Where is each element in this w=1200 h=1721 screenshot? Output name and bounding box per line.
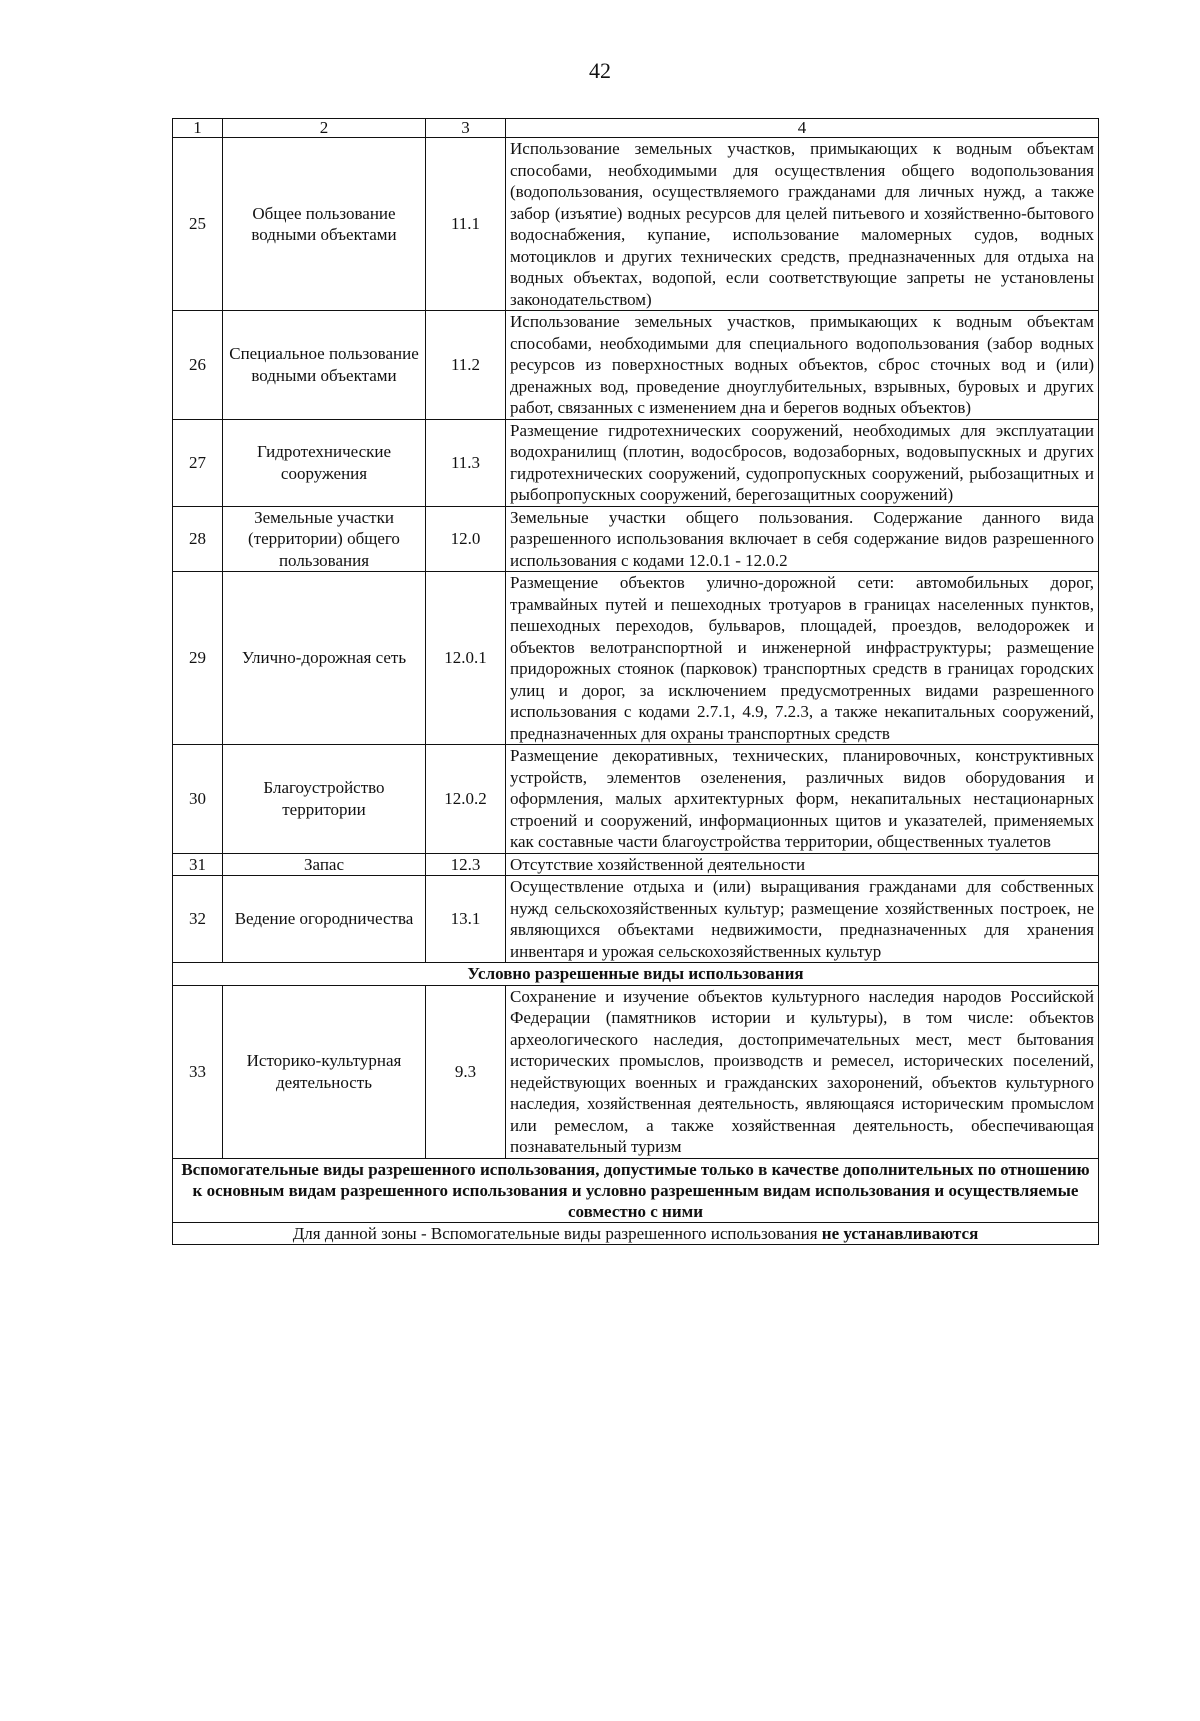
table-row (173, 985, 1099, 1158)
use-name: Общее пользование водными объектами (223, 138, 426, 311)
land-use-table (172, 118, 1099, 1245)
table-row (173, 419, 1099, 506)
note-row (173, 1222, 1099, 1245)
use-name: Улично-дорожная сеть (223, 572, 426, 745)
use-name: Историко-культурная деятельность (223, 985, 426, 1158)
use-code: 11.3 (426, 419, 506, 506)
header-cell: 2 (223, 119, 426, 138)
use-code: 13.1 (426, 876, 506, 963)
page-number: 42 (589, 58, 611, 83)
use-name: Специальное пользование водными объектами (223, 311, 426, 420)
use-code: 12.0.2 (426, 745, 506, 854)
use-description: Использование земельных участков, примыкающих к водным объектам способами, необходимыми для осуществления общего водопользования (водопользования, осуществляемого гражданами для личных нужд, а также забор (изъятие) водных ресурсов для целей питьевого и хозяйственно-бытового водоснабжения, купание, использование маломерных судов, водных мотоциклов и других технических средств, предназначенных для отдыха на водных объектах, водопой, если соответствующие запреты не установлены законодательством) (506, 138, 1099, 311)
use-name: Запас (223, 853, 426, 876)
use-description: Сохранение и изучение объектов культурного наследия народов Российской Федерации (памятников истории и культуры), в том числе: объектов археологического наследия, достопримечательных мест, мест бытования исторических промыслов, производств и ремесел, исторических поселений, недействующих военных и гражданских захоронений, объектов культурного наследия, хозяйственная деятельность, являющаяся историческим промыслом или ремеслом, а также хозяйственная деятельность, обеспечивающая познавательный туризм (506, 985, 1099, 1158)
row-number: 26 (173, 311, 223, 420)
use-description: Размещение гидротехнических сооружений, необходимых для эксплуатации водохранилищ (плотин, водосбросов, водозаборных, водовыпускных и других гидротехнических сооружений, судопропускных сооружений, рыбозащитных и рыбопропускных сооружений, берегозащитных сооружений) (506, 419, 1099, 506)
use-code: 12.3 (426, 853, 506, 876)
section-row (173, 963, 1099, 986)
section-row (173, 1158, 1099, 1222)
use-description: Отсутствие хозяйственной деятельности (506, 853, 1099, 876)
use-code: 11.1 (426, 138, 506, 311)
zone-note-text: Для данной зоны - Вспомогательные виды разрешенного использования (292, 1223, 822, 1243)
row-number: 30 (173, 745, 223, 854)
header-cell: 1 (173, 119, 223, 138)
use-description: Размещение объектов улично-дорожной сети: автомобильных дорог, трамвайных путей и пешеходных тротуаров в границах населенных пунктов, пешеходных переходов, бульваров, площадей, проездов, велодорожек и объектов велотранспортной и инженерной инфраструктуры; размещение придорожных стоянок (парковок) транспортных средств в границах городских улиц и дорог, за исключением предусмотренных видами разрешенного использования с кодами 2.7.1, 4.9, 7.2.3, а также некапитальных сооружений, предназначенных для охраны транспортных средств (506, 572, 1099, 745)
table-row (173, 572, 1099, 745)
row-number: 27 (173, 419, 223, 506)
table-row (173, 506, 1099, 572)
row-number: 29 (173, 572, 223, 745)
use-name: Ведение огородничества (223, 876, 426, 963)
zone-note (173, 1222, 1099, 1245)
row-number: 33 (173, 985, 223, 1158)
use-description: Осуществление отдыха и (или) выращивания гражданами для собственных нужд сельскохозяйственных культур; размещение хозяйственных построек, не являющихся объектами недвижимости, предназначенных для хранения инвентаря и урожая сельскохозяйственных культур (506, 876, 1099, 963)
table-row (173, 876, 1099, 963)
use-code: 12.0 (426, 506, 506, 572)
row-number: 31 (173, 853, 223, 876)
use-code: 11.2 (426, 311, 506, 420)
table-row (173, 311, 1099, 420)
zone-note-emphasis: не устанавливаются (821, 1223, 979, 1243)
table-header-row (173, 119, 1099, 138)
section-title-conditional: Условно разрешенные виды использования (173, 963, 1099, 986)
use-code: 12.0.1 (426, 572, 506, 745)
row-number: 28 (173, 506, 223, 572)
use-name: Земельные участки (территории) общего пользования (223, 506, 426, 572)
table-row (173, 138, 1099, 311)
section-title-auxiliary: Вспомогательные виды разрешенного использования, допустимые только в качестве дополнительных по отношению к основным видам разрешенного использования и условно разрешенным видам использования и осуществляемые совместно с ними (173, 1158, 1099, 1222)
row-number: 25 (173, 138, 223, 311)
row-number: 32 (173, 876, 223, 963)
table-row (173, 853, 1099, 876)
table-row (173, 745, 1099, 854)
use-description: Использование земельных участков, примыкающих к водным объектам способами, необходимыми для специального водопользования (забор водных ресурсов из поверхностных водных объектов, сброс сточных вод и (или) дренажных вод, проведение дноуглубительных, взрывных, буровых и других работ, связанных с изменением дна и берегов водных объектов) (506, 311, 1099, 420)
use-description: Земельные участки общего пользования. Содержание данного вида разрешенного использования включает в себя содержание видов разрешенного использования с кодами 12.0.1 - 12.0.2 (506, 506, 1099, 572)
use-name: Благоустройство территории (223, 745, 426, 854)
use-code: 9.3 (426, 985, 506, 1158)
use-name: Гидротехнические сооружения (223, 419, 426, 506)
use-description: Размещение декоративных, технических, планировочных, конструктивных устройств, элементов озеленения, различных видов оборудования и оформления, малых архитектурных форм, некапитальных нестационарных строений и сооружений, информационных щитов и указателей, применяемых как составные части благоустройства территории, общественных туалетов (506, 745, 1099, 854)
header-cell: 4 (506, 119, 1099, 138)
header-cell: 3 (426, 119, 506, 138)
